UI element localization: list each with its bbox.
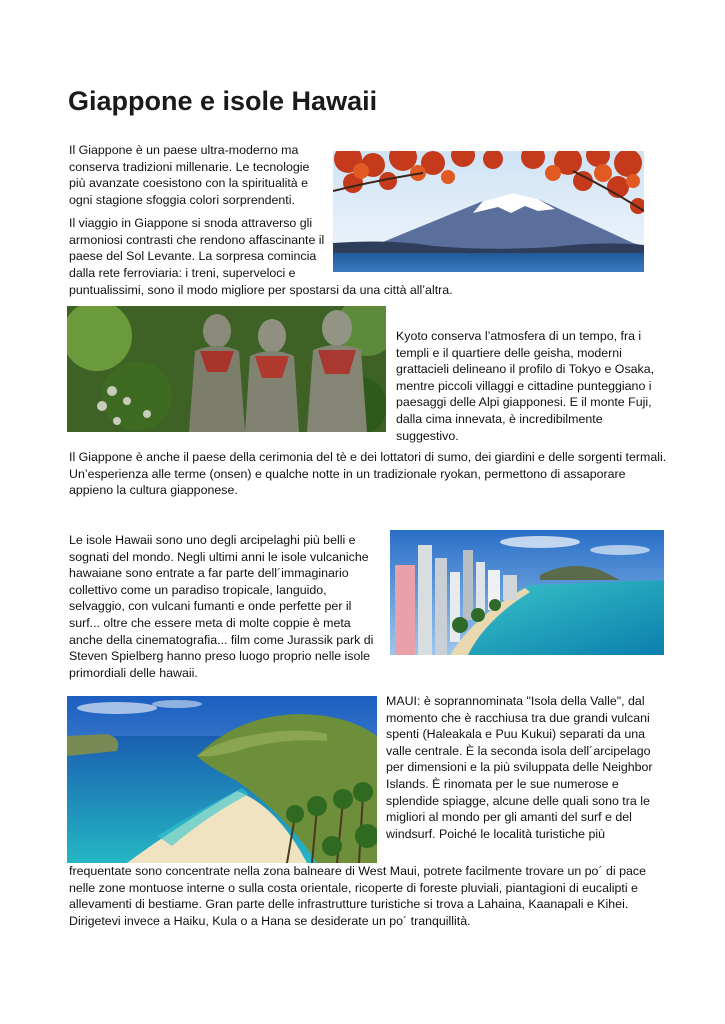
page-title: Giappone e isole Hawaii	[68, 86, 378, 116]
jizo-statues-image	[67, 306, 386, 432]
hawaii-paragraph-1: Le isole Hawaii sono uno degli arcipelaghi più belli e sognati del mondo. Negli ultimi anni le isole vulcaniche hawaiane sono entrate a far parte dell´immaginario collettivo come un paradiso tropicale, languido, selvaggio, con vulcani fumanti e onde perfette per il surf... oltre che essere meta di molte coppie è meta anche della cinematografia... film come Jurassik park di Steven Spielberg hanno preso luogo proprio nelle isole primordiali delle hawaii.	[69, 533, 374, 680]
mount-fuji-image	[333, 151, 644, 272]
maui-paragraph: MAUI: è soprannominata "Isola della Valle", dal momento che è racchiusa tra due grandi vulcani spenti (Haleakala e Puu Kukui) separati da una valle centrale. È la seconda isola dell´arcipelago per dimensioni e la più sviluppata delle Neighbor Islands. È rinomata per le sue numerose e splendide spiagge, alcune delle quali sono tra le migliori al mondo per gli amanti del surf e del windsurf. Poiché le località turistiche più	[386, 694, 653, 841]
kyoto-paragraph: Kyoto conserva l’atmosfera di un tempo, fra i templi e il quartiere delle geisha, moderni grattacieli delineano il profilo di Tokyo e Osaka, mentre piccoli villaggi e cittadine punteggiano i paesaggi delle Alpi giapponesi. E il monte Fuji, dalla cima innevata, è incredibilmente suggestivo.	[396, 329, 655, 443]
japan-paragraph-1: Il Giappone è un paese ultra-moderno ma conserva tradizioni millenarie. Le tecnologie più avanzate coesistono con la spiritualità e ogni stagione sfoggia colori sorprendenti.	[69, 143, 310, 207]
japan-paragraph-4: Il Giappone è anche il paese della cerimonia del tè e dei lottatori di sumo, dei giardini e delle sorgenti termali. Un’esperienza alle terme (onsen) e qualche notte in un tradizionale ryokan, permettono di assaporare appieno la cultura giapponese.	[69, 450, 667, 498]
waikiki-beach-image	[390, 530, 664, 655]
japan-paragraph-2-continuation: puntualissimi, sono il modo migliore per spostarsi da una città all’altra.	[69, 283, 453, 297]
hanauma-bay-image	[67, 696, 377, 863]
japan-paragraph-2: Il viaggio in Giappone si snoda attraverso gli armoniosi contrasti che rendono affascinante il paese del Sol Levante. La sorpresa comincia dalla rete ferroviaria: i treni, superveloci e	[69, 216, 325, 280]
maui-paragraph-continuation: frequentate sono concentrate nella zona balneare di West Maui, potrete facilmente trovare un po´ di pace nelle zone montuose interne o sulla costa orientale, ricoperte di foreste pluviali, piantagioni di eucalipti e allevamenti di bestiame. Gran parte delle infrastrutture turistiche si trova a Lahaina, Kaanapali e Kihei. Dirigetevi invece a Haiku, Kula o a Hana se desiderate un po´ tranquillità.	[69, 864, 646, 928]
